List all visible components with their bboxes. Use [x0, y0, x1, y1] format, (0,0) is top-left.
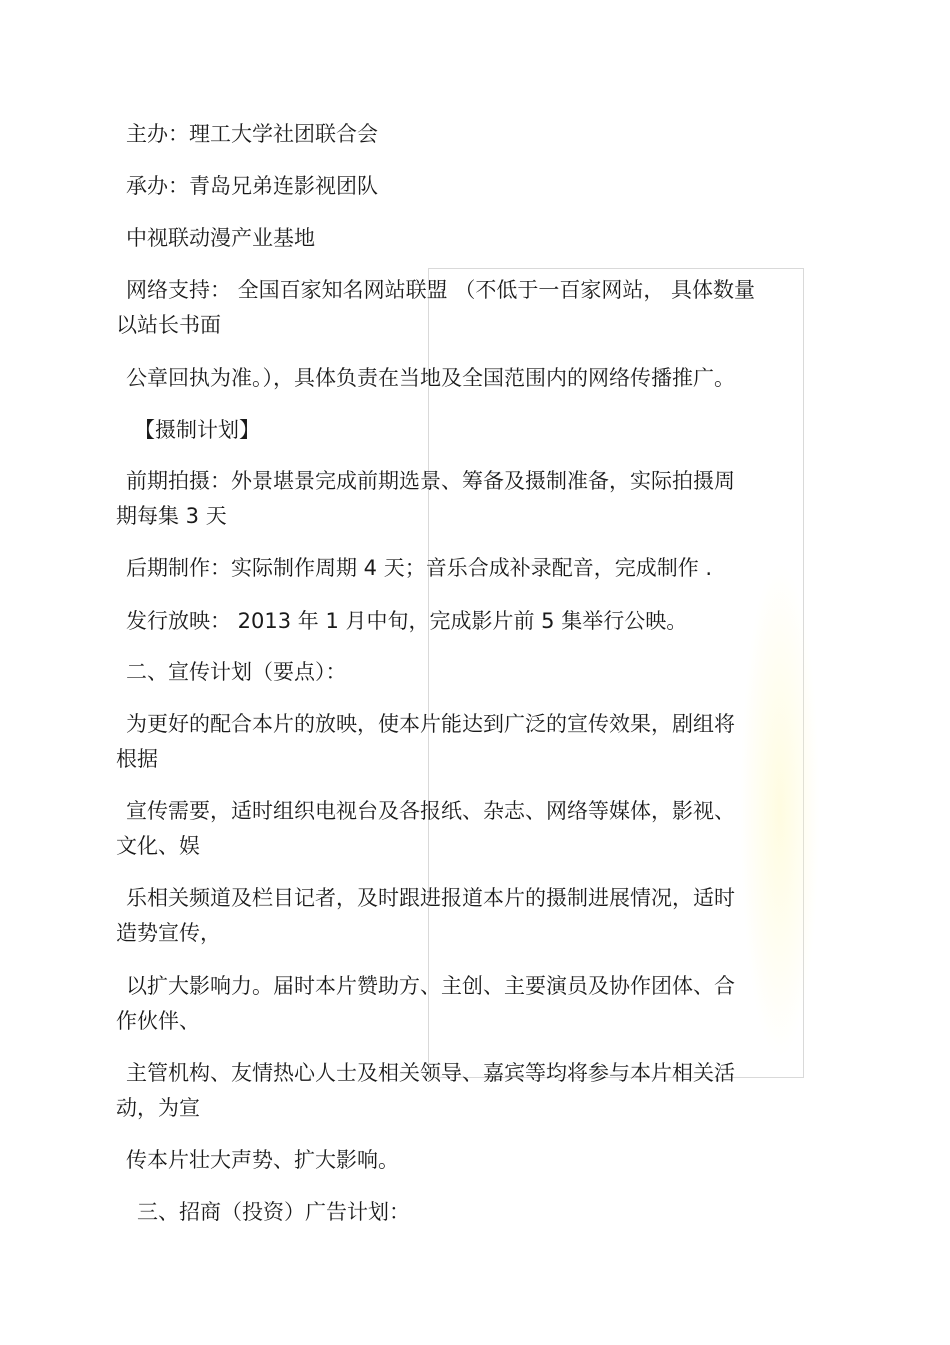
promotion-paragraph-line: 为更好的配合本片的放映，使本片能达到广泛的宣传效果，剧组将 — [126, 712, 735, 736]
promotion-plan-heading: 二、宣传计划（要点）： — [126, 660, 347, 684]
network-support-continued: 以站长书面 — [116, 313, 221, 337]
promotion-paragraph-line: 文化、娱 — [116, 834, 200, 858]
promotion-paragraph-line: 根据 — [116, 747, 158, 771]
organizer-line: 主办：理工大学社团联合会 — [126, 122, 378, 146]
promotion-paragraph-line: 乐相关频道及栏目记者，及时跟进报道本片的摄制进展情况，适时 — [126, 886, 735, 910]
release-line: 发行放映： 2013 年 1 月中旬，完成影片前 5 集举行公映。 — [126, 609, 688, 633]
promotion-paragraph-line: 传本片壮大声势、扩大影响。 — [126, 1148, 399, 1172]
network-support-line: 网络支持： 全国百家知名网站联盟 （不低于一百家网站， 具体数量 — [126, 278, 756, 302]
network-support-note: 公章回执为准。），具体负责在当地及全国范围内的网络传播推广。 — [126, 366, 735, 390]
post-production-line: 后期制作：实际制作周期 4 天；音乐合成补录配音，完成制作 . — [126, 556, 713, 580]
scan-artifact — [740, 560, 820, 1060]
promotion-paragraph-line: 动，为宣 — [116, 1096, 200, 1120]
promotion-paragraph-line: 主管机构、友情热心人士及相关领导、嘉宾等均将参与本片相关活 — [126, 1061, 735, 1085]
co-organizer-line: 承办：青岛兄弟连影视团队 — [126, 174, 378, 198]
investment-plan-heading: 三、招商（投资）广告计划： — [137, 1200, 410, 1224]
co-organizer-base-line: 中视联动漫产业基地 — [126, 226, 315, 250]
promotion-paragraph-line: 造势宣传， — [116, 921, 221, 945]
promotion-paragraph-line: 以扩大影响力。届时本片赞助方、主创、主要演员及协作团体、合 — [126, 974, 735, 998]
pre-production-line: 前期拍摄：外景堪景完成前期选景、筹备及摄制准备，实际拍摄周 — [126, 469, 735, 493]
pre-production-continued: 期每集 3 天 — [116, 504, 227, 528]
promotion-paragraph-line: 宣传需要，适时组织电视台及各报纸、杂志、网络等媒体，影视、 — [126, 799, 735, 823]
promotion-paragraph-line: 作伙伴、 — [116, 1009, 200, 1033]
filming-plan-heading: 【摄制计划】 — [134, 418, 260, 442]
